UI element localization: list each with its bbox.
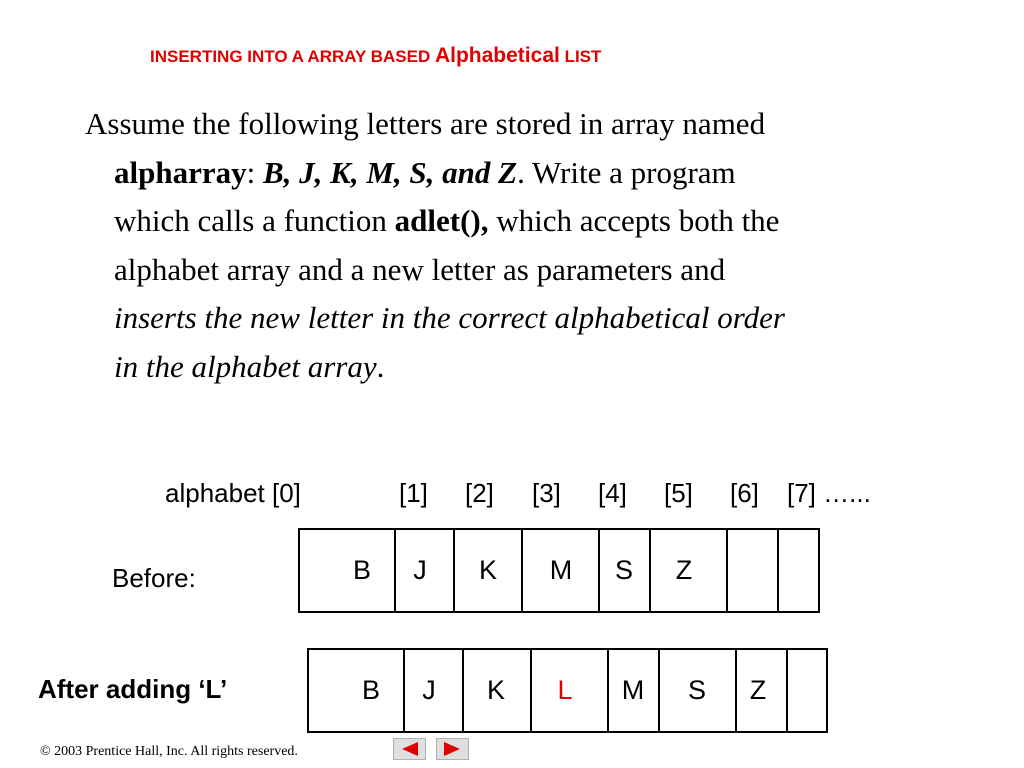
- index-label-3: [3]: [532, 478, 561, 508]
- index-label-4: [4]: [598, 478, 627, 508]
- before-cell-4: S: [614, 555, 634, 585]
- cell-divider: [394, 530, 396, 611]
- before-cell-0: B: [352, 555, 372, 585]
- para-line-3: [85, 197, 1000, 246]
- problem-statement: [85, 100, 1000, 391]
- index-label-5: [5]: [664, 478, 693, 508]
- para-line-1-text: Assume the following letters are stored in array named: [85, 106, 766, 141]
- slide-title: [150, 44, 850, 68]
- after-cell-3-inserted: L: [557, 675, 573, 705]
- cell-divider: [521, 530, 523, 611]
- cell-divider: [403, 650, 405, 731]
- before-cell-3: M: [549, 555, 573, 585]
- cell-divider: [453, 530, 455, 611]
- cell-divider: [598, 530, 600, 611]
- para-line-6-end: .: [376, 348, 385, 384]
- cell-divider: [462, 650, 464, 731]
- para-line-4: [85, 246, 1000, 295]
- after-label: After adding ‘L’: [38, 674, 228, 704]
- after-cell-1: J: [422, 675, 436, 705]
- array-name: alpharray: [114, 154, 247, 190]
- cell-divider: [607, 650, 609, 731]
- after-cell-5: S: [687, 675, 707, 705]
- after-cell-4: M: [621, 675, 645, 705]
- next-slide-button[interactable]: [436, 738, 469, 760]
- previous-slide-button[interactable]: [393, 738, 426, 760]
- copyright-footer: © 2003 Prentice Hall, Inc. All rights reserved.: [40, 744, 298, 759]
- colon-text: :: [246, 154, 263, 190]
- left-arrow-icon: [394, 739, 425, 759]
- index-label-6: [6]: [730, 478, 759, 508]
- para-line-2: [85, 149, 1000, 198]
- cell-divider: [786, 650, 788, 731]
- index-label-2: [2]: [465, 478, 494, 508]
- index-label-7: [7] …...: [787, 478, 871, 508]
- after-cell-2: K: [486, 675, 506, 705]
- array-index-row: [0, 478, 1024, 518]
- para-line-2-rest: . Write a program: [517, 154, 736, 190]
- title-part-2: Alphabetical: [434, 44, 560, 67]
- after-cell-6: Z: [749, 675, 767, 705]
- before-cell-2: K: [478, 555, 498, 585]
- cell-divider: [658, 650, 660, 731]
- para-line-5: [85, 294, 1000, 343]
- function-name: adlet(),: [394, 203, 489, 238]
- cell-divider: [777, 530, 779, 611]
- para-line-3-pre: which calls a function: [114, 203, 395, 238]
- title-part-3: LIST: [564, 47, 602, 66]
- cell-divider: [530, 650, 532, 731]
- title-part-1: INSERTING INTO A ARRAY BASED: [150, 47, 431, 66]
- after-array: [307, 648, 828, 733]
- right-arrow-icon: [437, 739, 468, 759]
- cell-divider: [649, 530, 651, 611]
- after-cell-0: B: [361, 675, 381, 705]
- before-label: Before:: [112, 563, 196, 593]
- index-label-1: [1]: [399, 478, 428, 508]
- para-line-3-post: which accepts both the: [488, 203, 780, 238]
- para-line-1: [85, 100, 1000, 149]
- before-cell-1: J: [413, 555, 427, 585]
- before-array: [298, 528, 820, 613]
- para-line-4-text: alphabet array and a new letter as parameters and: [114, 251, 726, 287]
- para-line-6-text: in the alphabet array: [114, 348, 377, 384]
- before-cell-5: Z: [675, 555, 693, 585]
- para-line-5-text: inserts the new letter in the correct alphabetical order: [114, 300, 785, 335]
- para-line-6: [85, 343, 1000, 392]
- index-label-0: alphabet [0]: [165, 478, 301, 508]
- cell-divider: [735, 650, 737, 731]
- letter-list: B, J, K, M, S, and Z: [263, 154, 518, 190]
- cell-divider: [726, 530, 728, 611]
